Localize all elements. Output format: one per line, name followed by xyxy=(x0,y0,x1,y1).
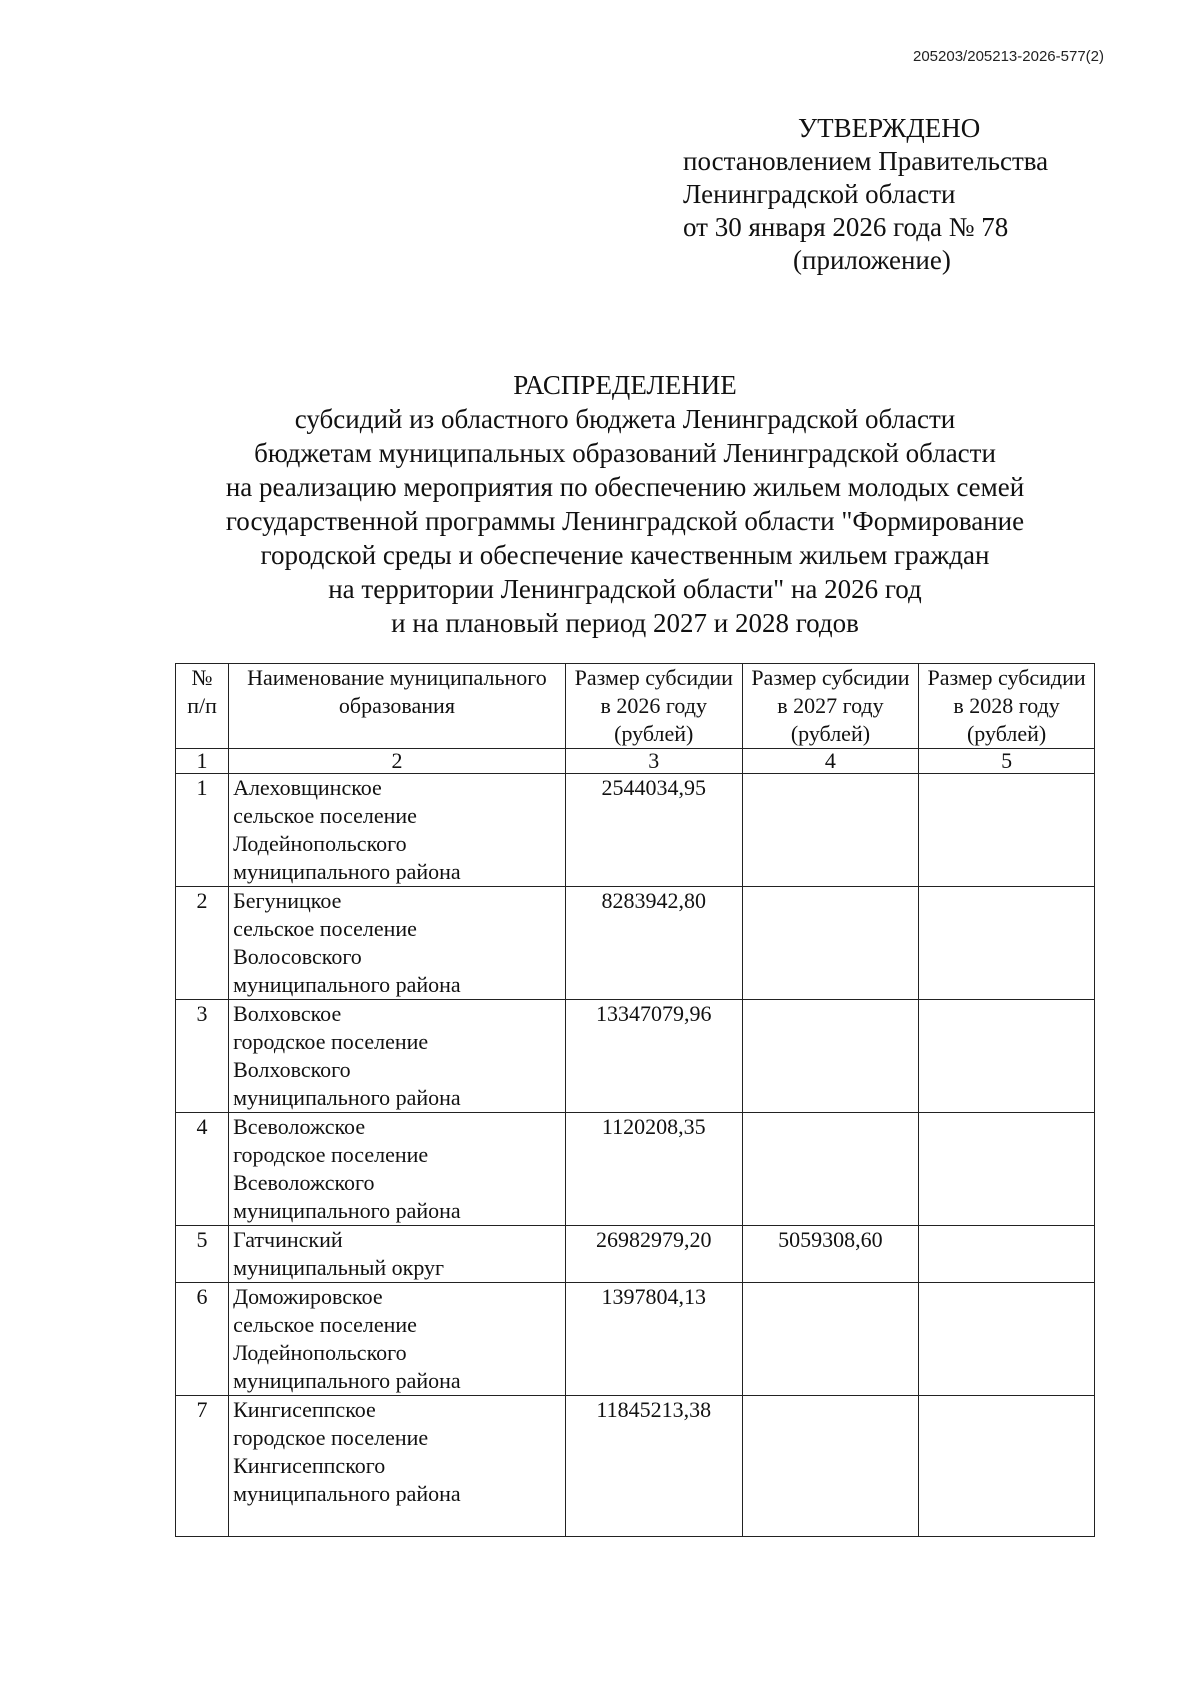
approval-stamp-block xyxy=(683,112,1048,277)
row-number: 1 xyxy=(176,774,229,887)
municipality-name-line: городское поселение xyxy=(233,1142,429,1167)
table-row xyxy=(176,1000,1095,1113)
subsidy-2026-value: 11845213,38 xyxy=(565,1396,742,1537)
column-number: 4 xyxy=(742,749,918,774)
subsidy-distribution-table xyxy=(175,663,1095,1537)
municipality-name-line: городское поселение xyxy=(233,1425,429,1450)
municipality-name-line: Кингисеппское xyxy=(233,1397,376,1422)
municipality-name xyxy=(229,1283,566,1396)
header-subsidy-2028: Размер субсидии в 2028 году (рублей) xyxy=(919,664,1095,749)
subsidy-2028-value xyxy=(919,1396,1095,1537)
municipality-name-line: Всеволожского xyxy=(233,1170,375,1195)
subsidy-2027-value xyxy=(742,887,918,1000)
subsidy-2028-value xyxy=(919,1113,1095,1226)
subsidy-2028-value xyxy=(919,774,1095,887)
municipality-name-line: Волховского xyxy=(233,1057,351,1082)
subsidy-2026-value: 13347079,96 xyxy=(565,1000,742,1113)
subsidy-2027-value: 5059308,60 xyxy=(742,1226,918,1283)
municipality-name-line: муниципального района xyxy=(233,1368,461,1393)
table-row xyxy=(176,887,1095,1000)
subsidy-2027-value xyxy=(742,774,918,887)
row-number: 2 xyxy=(176,887,229,1000)
row-number: 4 xyxy=(176,1113,229,1226)
municipality-name xyxy=(229,1000,566,1113)
municipality-name-line: Волховское xyxy=(233,1001,342,1026)
document-title: РАСПРЕДЕЛЕНИЕ xyxy=(513,370,737,400)
municipality-name-line: Лодейнопольского xyxy=(233,1340,407,1365)
subsidy-2027-value xyxy=(742,1000,918,1113)
subsidy-2028-value xyxy=(919,1226,1095,1283)
title-line: на реализацию мероприятия по обеспечению жильем молодых семей xyxy=(225,472,1025,502)
municipality-name-line: Кингисеппского xyxy=(233,1453,386,1478)
title-line: бюджетам муниципальных образований Ленинградской области xyxy=(254,438,996,468)
municipality-name xyxy=(229,887,566,1000)
table-row xyxy=(176,1226,1095,1283)
municipality-name-line: муниципального района xyxy=(233,1198,461,1223)
document-registration-code: 205203/205213-2026-577(2) xyxy=(913,48,1104,65)
table-header-row xyxy=(176,664,1095,749)
title-line: государственной программы Ленинградской области "Формирование xyxy=(225,506,1025,536)
approval-line-resolution: постановлением Правительства xyxy=(683,146,1049,176)
table-row xyxy=(176,1113,1095,1226)
municipality-name-line: Бегуницкое xyxy=(233,888,342,913)
subsidy-2028-value xyxy=(919,1283,1095,1396)
subsidy-2026-value: 1397804,13 xyxy=(565,1283,742,1396)
subsidy-2026-value: 8283942,80 xyxy=(565,887,742,1000)
header-municipality: Наименование муниципального образования xyxy=(229,664,566,749)
column-number: 1 xyxy=(176,749,229,774)
municipality-name-line: сельское поселение xyxy=(233,803,417,828)
municipality-name-line: муниципального района xyxy=(233,1481,461,1506)
document-title-block xyxy=(180,368,1070,640)
subsidy-2027-value xyxy=(742,1396,918,1537)
subsidy-2026-value: 26982979,20 xyxy=(565,1226,742,1283)
municipality-name-line: муниципального района xyxy=(233,859,461,884)
municipality-name xyxy=(229,1113,566,1226)
title-line: городской среды и обеспечение качественным жильем граждан xyxy=(260,540,990,570)
table-row xyxy=(176,1283,1095,1396)
approval-line-appendix: (приложение) xyxy=(793,245,951,275)
municipality-name-line: Волосовского xyxy=(233,944,362,969)
municipality-name xyxy=(229,774,566,887)
municipality-name-line: муниципального района xyxy=(233,1085,461,1110)
municipality-name-line: муниципальный округ xyxy=(233,1255,445,1280)
municipality-name-line: Алеховщинское xyxy=(233,775,382,800)
title-line: на территории Ленинградской области" на 2026 год xyxy=(328,574,922,604)
title-line: субсидий из областного бюджета Ленинградской области xyxy=(294,404,956,434)
column-number-row xyxy=(176,749,1095,774)
subsidy-2028-value xyxy=(919,1000,1095,1113)
approval-heading: УТВЕРЖДЕНО xyxy=(798,113,981,143)
municipality-name-line: Гатчинский xyxy=(233,1227,343,1252)
row-number: 3 xyxy=(176,1000,229,1113)
row-number: 7 xyxy=(176,1396,229,1537)
subsidy-2027-value xyxy=(742,1283,918,1396)
table-row xyxy=(176,774,1095,887)
subsidy-2027-value xyxy=(742,1113,918,1226)
subsidy-2026-value: 1120208,35 xyxy=(565,1113,742,1226)
title-line: и на плановый период 2027 и 2028 годов xyxy=(391,608,859,638)
row-number: 6 xyxy=(176,1283,229,1396)
header-subsidy-2026: Размер субсидии в 2026 году (рублей) xyxy=(565,664,742,749)
column-number: 2 xyxy=(229,749,566,774)
column-number: 3 xyxy=(565,749,742,774)
municipality-name-line: сельское поселение xyxy=(233,916,417,941)
header-subsidy-2027: Размер субсидии в 2027 году (рублей) xyxy=(742,664,918,749)
municipality-name-line: городское поселение xyxy=(233,1029,429,1054)
municipality-name xyxy=(229,1396,566,1537)
table-row xyxy=(176,1396,1095,1537)
municipality-name xyxy=(229,1226,566,1283)
municipality-name-line: Всеволожское xyxy=(233,1114,366,1139)
row-number: 5 xyxy=(176,1226,229,1283)
municipality-name-line: муниципального района xyxy=(233,972,461,997)
subsidy-2026-value: 2544034,95 xyxy=(565,774,742,887)
municipality-name-line: Лодейнопольского xyxy=(233,831,407,856)
header-number: № п/п xyxy=(176,664,229,749)
approval-line-region: Ленинградской области xyxy=(683,179,956,209)
approval-line-date: от 30 января 2026 года № 78 xyxy=(683,212,1009,242)
subsidy-2028-value xyxy=(919,887,1095,1000)
municipality-name-line: сельское поселение xyxy=(233,1312,417,1337)
column-number: 5 xyxy=(919,749,1095,774)
municipality-name-line: Доможировское xyxy=(233,1284,383,1309)
